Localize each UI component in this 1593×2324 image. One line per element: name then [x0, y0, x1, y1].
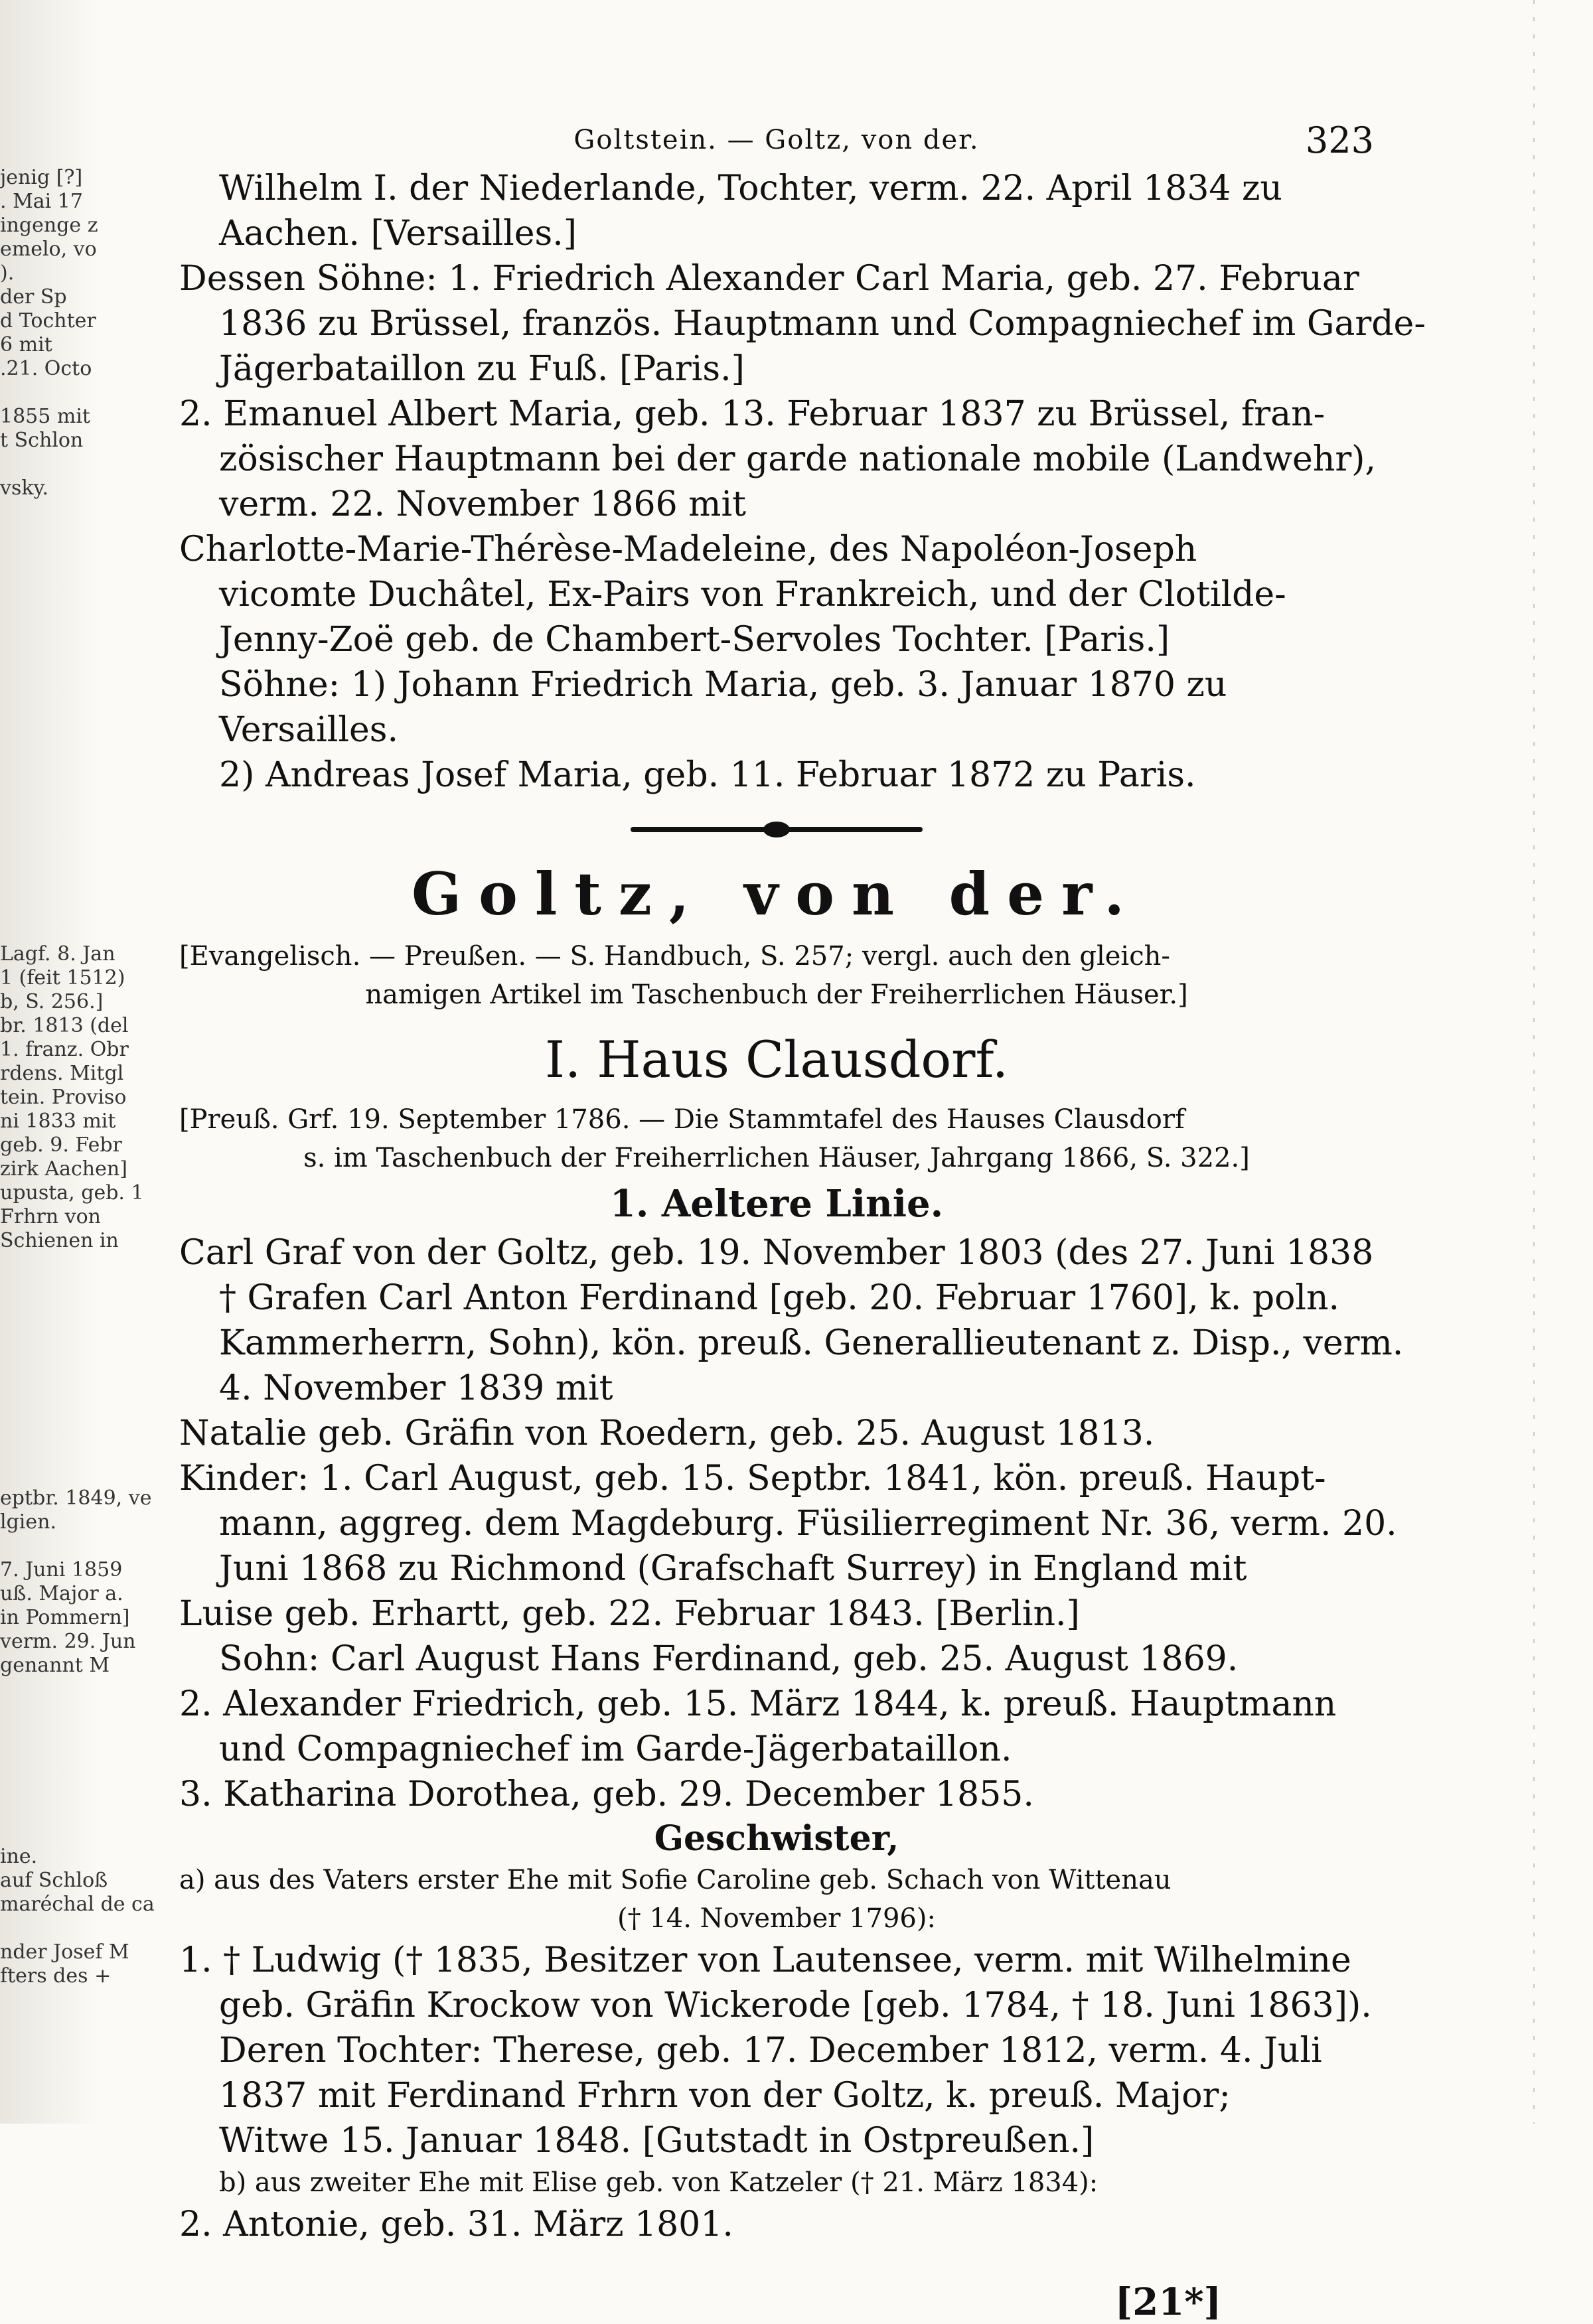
siblings-title: Geschwister,	[654, 1818, 899, 1859]
gutter-line: rdens. Mitgl	[0, 1062, 124, 1085]
lineage-entries	[179, 1230, 1404, 1817]
text-line: Versailles.	[219, 710, 398, 750]
text-line: Kinder: 1. Carl August, geb. 15. Septbr. 1841, kön. preuß. Haupt-	[179, 1459, 1326, 1498]
gutter-line: . Mai 17	[0, 190, 83, 213]
section-note-line: [Evangelisch. — Preußen. — S. Handbuch, S. 257; vergl. auch den gleich-	[179, 941, 1170, 972]
gutter-line: geb. 9. Febr	[0, 1133, 122, 1157]
gutter-line: genannt M	[0, 1654, 110, 1677]
text-line: Aachen. [Versailles.]	[219, 214, 577, 254]
siblings-a-line: a) aus des Vaters erster Ehe mit Sofie Caroline geb. Schach von Wittenau	[179, 1865, 1172, 1895]
gutter-line: 1855 mit	[0, 405, 90, 428]
section-divider-ornament	[179, 798, 1374, 857]
gutter-line: emelo, vo	[0, 238, 97, 261]
gutter-fragment-group-4	[0, 1845, 155, 1988]
gutter-line: ine.	[0, 1845, 38, 1868]
gutter-line: 6 mit	[0, 333, 52, 356]
gutter-line: uß. Major a.	[0, 1582, 123, 1605]
text-line: 2) Andreas Josef Maria, geb. 11. Februar 1872 zu Paris.	[219, 755, 1196, 795]
gutter-fragment-group-1	[0, 166, 100, 500]
lineage-title: 1. Aeltere Linie.	[609, 1182, 944, 1226]
house-note-line: s. im Taschenbuch der Freiherrlichen Häuser, Jahrgang 1866, S. 322.]	[303, 1143, 1250, 1173]
text-line: Wilhelm I. der Niederlande, Tochter, verm. 22. April 1834 zu	[219, 169, 1282, 208]
text-line: 1. † Ludwig († 1835, Besitzer von Lautensee, verm. mit Wilhelmine	[179, 1940, 1351, 1980]
signature-mark: [21*]	[1114, 2280, 1221, 2324]
gutter-fragment-group-3	[0, 1487, 152, 1678]
gutter-line: verm. 29. Jun	[0, 1630, 136, 1653]
gutter-line: maréchal de ca	[0, 1893, 155, 1916]
gutter-line: tein. Proviso	[0, 1086, 127, 1109]
text-line: Witwe 15. Januar 1848. [Gutstadt in Ostpreußen.]	[219, 2121, 1095, 2161]
text-line: 1837 mit Ferdinand Frhrn von der Goltz, k. preuß. Major;	[219, 2076, 1231, 2116]
house-title: I. Haus Clausdorf.	[544, 1030, 1009, 1089]
text-line: 4. November 1839 mit	[219, 1368, 613, 1408]
gutter-line	[0, 1917, 100, 1940]
text-line: und Compagniechef im Garde-Jägerbataillon.	[219, 1729, 1012, 1769]
gutter-line	[0, 453, 100, 476]
gutter-line: ).	[0, 261, 15, 285]
gutter-line: lgien.	[0, 1510, 57, 1534]
gutter-line	[0, 381, 100, 405]
text-line: Jenny-Zoë geb. de Chambert-Servoles Tochter. [Paris.]	[219, 620, 1170, 660]
text-line: Söhne: 1) Johann Friedrich Maria, geb. 3. Januar 1870 zu	[219, 665, 1227, 705]
gutter-line	[0, 1534, 100, 1558]
text-line: Sohn: Carl August Hans Ferdinand, geb. 25. August 1869.	[219, 1639, 1239, 1679]
house-note-line: [Preuß. Grf. 19. September 1786. — Die Stammtafel des Hauses Clausdorf	[179, 1104, 1185, 1135]
gutter-line: t Schlon	[0, 429, 84, 452]
text-line: Charlotte-Marie-Thérèse-Madeleine, des Napoléon-Joseph	[179, 530, 1197, 569]
gutter-line: .21. Octo	[0, 357, 92, 380]
gutter-line: nder Josef M	[0, 1940, 129, 1964]
divider-dot	[763, 822, 790, 837]
gutter-line: 1 (feit 1512)	[0, 966, 125, 989]
page-body	[179, 119, 1426, 2324]
text-line: Dessen Söhne: 1. Friedrich Alexander Carl Maria, geb. 27. Februar	[179, 259, 1359, 299]
gutter-line: ingenge z	[0, 214, 98, 237]
siblings-b-line: b) aus zweiter Ehe mit Elise geb. von Katzeler († 21. März 1834):	[219, 2167, 1099, 2198]
text-line: Carl Graf von der Goltz, geb. 19. November 1803 (des 27. Juni 1838	[179, 1233, 1374, 1273]
page-number: 323	[1305, 119, 1374, 161]
gutter-line: in Pommern]	[0, 1606, 130, 1629]
gutter-line: Schienen in	[0, 1229, 119, 1252]
gutter-line: der Sp	[0, 285, 67, 309]
section-note-line: namigen Artikel im Taschenbuch der Freiherrlichen Häuser.]	[365, 980, 1188, 1010]
gutter-line: jenig [?]	[0, 166, 83, 189]
running-title: Goltstein. — Goltz, von der.	[573, 125, 980, 155]
gutter-line: ni 1833 mit	[0, 1110, 116, 1133]
gutter-line: br. 1813 (del	[0, 1014, 129, 1037]
text-line: Luise geb. Erhartt, geb. 22. Februar 1843. [Berlin.]	[179, 1594, 1080, 1634]
gutter-line: Lagf. 8. Jan	[0, 942, 115, 966]
text-line: Deren Tochter: Therese, geb. 17. December 1812, verm. 4. Juli	[219, 2031, 1322, 2070]
text-line: Natalie geb. Gräfin von Roedern, geb. 25. August 1813.	[179, 1414, 1155, 1453]
text-line: mann, aggreg. dem Magdeburg. Füsilierregiment Nr. 36, verm. 20.	[219, 1504, 1397, 1544]
continued-entry	[179, 166, 1426, 798]
gutter-fragment-group-2	[0, 942, 144, 1253]
text-line: Kammerherrn, Sohn), kön. preuß. Generallieutenant z. Disp., verm.	[219, 1323, 1404, 1363]
text-line: 2. Alexander Friedrich, geb. 15. März 1844, k. preuß. Hauptmann	[179, 1684, 1337, 1724]
text-line: zösischer Hauptmann bei der garde nationale mobile (Landwehr),	[219, 439, 1376, 479]
gutter-line: fters des +	[0, 1964, 112, 1988]
text-line: vicomte Duchâtel, Ex-Pairs von Frankreich, und der Clotilde-	[219, 575, 1286, 615]
text-line: 3. Katharina Dorothea, geb. 29. December 1855.	[179, 1775, 1034, 1814]
text-line: 1836 zu Brüssel, französ. Hauptmann und Compagniechef im Garde-	[219, 304, 1426, 344]
gutter-line: d Tochter	[0, 309, 96, 332]
siblings-entries	[179, 1938, 1374, 2163]
gutter-line: b, S. 256.]	[0, 990, 104, 1013]
section-title: Goltz, von der.	[411, 859, 1142, 928]
siblings-a-line: († 14. November 1796):	[617, 1903, 936, 1934]
right-margin-rule	[1533, 0, 1535, 2124]
text-line: verm. 22. November 1866 mit	[219, 484, 747, 524]
gutter-line: Frhrn von	[0, 1205, 102, 1228]
gutter-line: vsky.	[0, 476, 49, 500]
text-line: Jägerbataillon zu Fuß. [Paris.]	[219, 349, 745, 389]
gutter-line: eptbr. 1849, ve	[0, 1487, 152, 1510]
gutter-line: 7. Juni 1859	[0, 1558, 123, 1581]
gutter-line: 1. franz. Obr	[0, 1038, 129, 1061]
gutter-line: auf Schloß	[0, 1869, 108, 1892]
gutter-line: zirk Aachen]	[0, 1157, 127, 1181]
running-head	[179, 119, 1374, 166]
text-line: 2. Emanuel Albert Maria, geb. 13. Februar 1837 zu Brüssel, fran-	[179, 394, 1326, 434]
text-line: geb. Gräfin Krockow von Wickerode [geb. 1784, † 18. Juni 1863]).	[219, 1986, 1372, 2025]
text-line: Juni 1868 zu Richmond (Grafschaft Surrey) in England mit	[219, 1549, 1247, 1589]
text-line: 2. Antonie, geb. 31. März 1801.	[179, 2205, 733, 2244]
gutter-line: upusta, geb. 1	[0, 1181, 144, 1204]
text-line: † Grafen Carl Anton Ferdinand [geb. 20. Februar 1760], k. poln.	[219, 1278, 1340, 1318]
